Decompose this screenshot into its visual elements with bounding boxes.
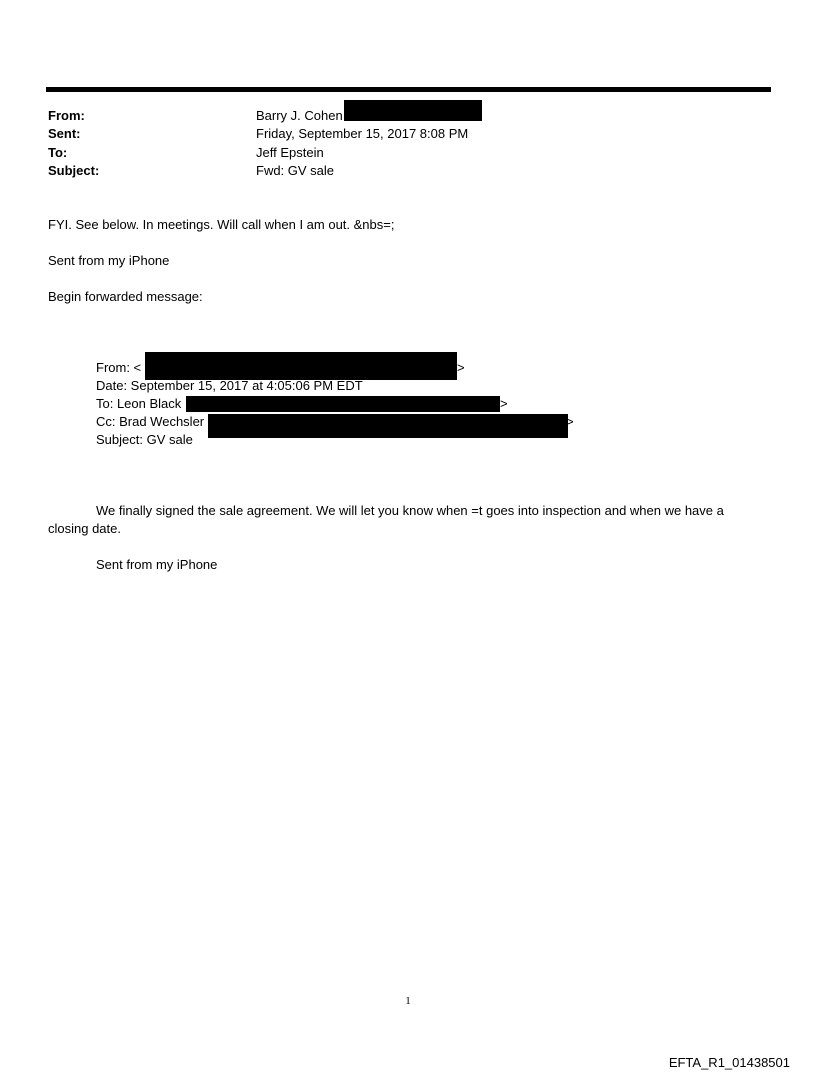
redaction-box [208, 414, 568, 438]
sent-label: Sent: [48, 126, 81, 141]
fwd-from-line: From: < [96, 360, 142, 375]
from-label: From: [48, 108, 85, 123]
redaction-box [186, 396, 500, 412]
fwd-to-close-bracket: > [500, 396, 508, 411]
document-id: EFTA_R1_01438501 [668, 1055, 790, 1070]
to-value: Jeff Epstein [256, 145, 324, 160]
sent-from-text: Sent from my iPhone [48, 253, 170, 268]
fwd-from-close-bracket: > [457, 360, 465, 375]
redaction-box [145, 352, 457, 380]
subject-value: Fwd: GV sale [256, 163, 335, 178]
to-label: To: [48, 145, 68, 160]
subject-label: Subject: [48, 163, 100, 178]
header-divider [46, 87, 771, 92]
page-number: 1 [405, 995, 411, 1007]
fwd-to-line: To: Leon Black [96, 396, 182, 411]
fwd-sent-from-text: Sent from my iPhone [96, 557, 218, 572]
forwarded-message: We finally signed the sale agreement. We will let you know when =t goes into inspection and when we have a closing date. [48, 503, 724, 536]
begin-forwarded-text: Begin forwarded message: [48, 289, 203, 304]
redaction-box [344, 100, 482, 121]
sent-value: Friday, September 15, 2017 8:08 PM [256, 126, 469, 141]
fwd-date-line: Date: September 15, 2017 at 4:05:06 PM EDT [96, 378, 363, 393]
fwd-cc-close-bracket: > [566, 414, 574, 429]
intro-text: FYI. See below. In meetings. Will call when I am out. &nbs=; [48, 217, 395, 232]
fwd-cc-line: Cc: Brad Wechsler [96, 414, 205, 429]
fwd-subject-line: Subject: GV sale [96, 432, 193, 447]
from-value: Barry J. Cohen [256, 108, 343, 123]
